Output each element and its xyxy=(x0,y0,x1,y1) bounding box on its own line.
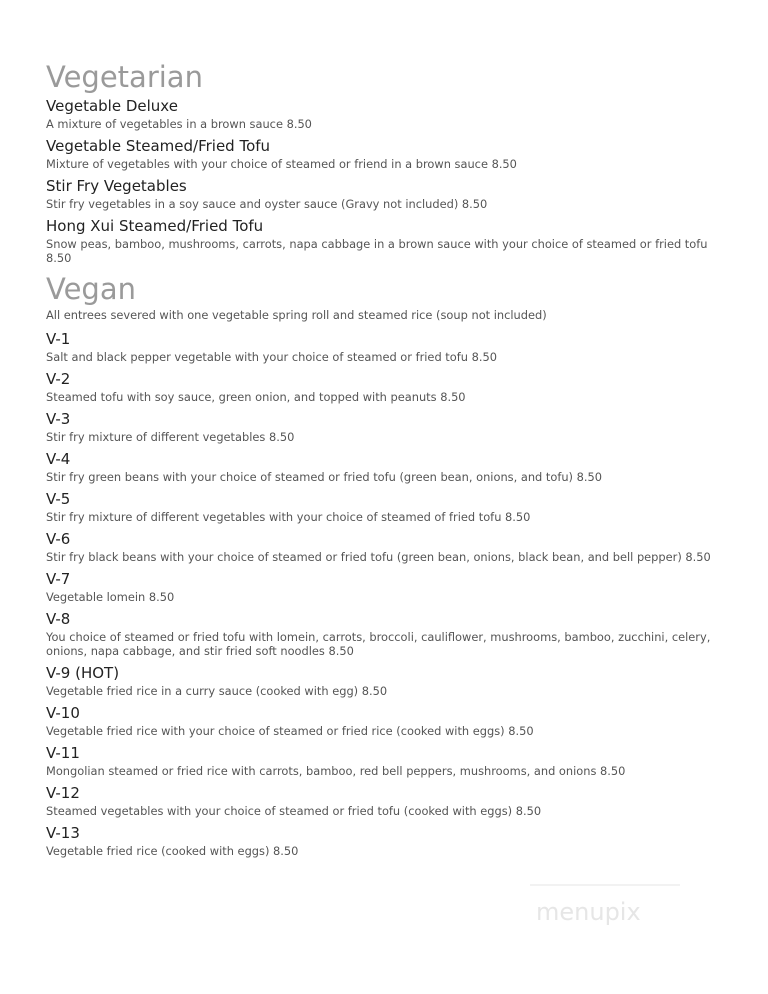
menu-item xyxy=(46,136,726,171)
vegetarian-items xyxy=(46,96,726,265)
menu-item-name: Vegetable Steamed/Fried Tofu xyxy=(46,137,271,155)
menu-item xyxy=(46,449,726,484)
menu-item-description: Vegetable fried rice in a curry sauce (cooked with egg) 8.50 xyxy=(46,684,388,698)
menu-item-description: Stir fry black beans with your choice of steamed or fried tofu (green bean, onions, black bean, and bell pepper) 8.50 xyxy=(46,550,711,564)
menu-item-name: V-13 xyxy=(46,824,80,842)
menu-item-name: Hong Xui Steamed/Fried Tofu xyxy=(46,217,264,235)
menu-item-description: Salt and black pepper vegetable with your choice of steamed or fried tofu 8.50 xyxy=(46,350,497,364)
vegan-section xyxy=(46,270,726,858)
menu-item-description: Vegetable fried rice (cooked with eggs) 8.50 xyxy=(46,844,299,858)
menu-page xyxy=(46,58,726,863)
menu-item-description: A mixture of vegetables in a brown sauce 8.50 xyxy=(46,117,312,131)
menu-item-name: Vegetable Deluxe xyxy=(46,97,178,115)
menu-item-name: V-2 xyxy=(46,370,71,388)
menu-item-description: Stir fry vegetables in a soy sauce and oyster sauce (Gravy not included) 8.50 xyxy=(46,197,488,211)
menu-item-name: V-4 xyxy=(46,450,71,468)
menu-item-description: Mongolian steamed or fried rice with carrots, bamboo, red bell peppers, mushrooms, and onions 8.50 xyxy=(46,764,626,778)
watermark-text: menupix xyxy=(536,898,641,926)
menu-item-description: Stir fry green beans with your choice of steamed or fried tofu (green bean, onions, and tofu) 8.50 xyxy=(46,470,602,484)
menu-item xyxy=(46,703,726,738)
watermark-logo xyxy=(530,880,690,940)
menu-item xyxy=(46,176,726,211)
menu-item-description: Vegetable lomein 8.50 xyxy=(46,590,175,604)
menu-item-name: V-8 xyxy=(46,610,71,628)
menu-item xyxy=(46,743,726,778)
vegetarian-section xyxy=(46,58,726,265)
menu-item xyxy=(46,216,726,265)
vegan-items xyxy=(46,329,726,858)
menu-item-name: V-5 xyxy=(46,490,71,508)
menu-item-description: You choice of steamed or fried tofu with lomein, carrots, broccoli, cauliflower, mushrooms, bamboo, zucchini, celery, onions, napa cabbage, and stir fried soft noodles 8.50 xyxy=(46,630,711,658)
menu-item-name: Stir Fry Vegetables xyxy=(46,177,187,195)
menu-item-description: Snow peas, bamboo, mushrooms, carrots, napa cabbage in a brown sauce with your choice of steamed or fried tofu 8.50 xyxy=(46,237,708,265)
menu-item xyxy=(46,529,726,564)
menu-item-description: Mixture of vegetables with your choice of steamed or friend in a brown sauce 8.50 xyxy=(46,157,517,171)
menu-item-description: Steamed tofu with soy sauce, green onion, and topped with peanuts 8.50 xyxy=(46,390,466,404)
menu-item xyxy=(46,663,726,698)
menu-item xyxy=(46,609,726,658)
menu-item xyxy=(46,823,726,858)
menu-item xyxy=(46,369,726,404)
menu-item-description: Vegetable fried rice with your choice of steamed or fried rice (cooked with eggs) 8.50 xyxy=(46,724,534,738)
section-title-vegan: Vegan xyxy=(46,272,136,306)
menu-item-description: Steamed vegetables with your choice of steamed or fried tofu (cooked with eggs) 8.50 xyxy=(46,804,542,818)
menu-item-name: V-11 xyxy=(46,744,80,762)
vegan-note: All entrees severed with one vegetable spring roll and steamed rice (soup not included) xyxy=(46,308,547,322)
menu-item-description: Stir fry mixture of different vegetables with your choice of steamed of fried tofu 8.50 xyxy=(46,510,531,524)
menu-item xyxy=(46,96,726,131)
menu-item xyxy=(46,329,726,364)
menu-item-name: V-6 xyxy=(46,530,71,548)
menu-item xyxy=(46,783,726,818)
menu-item xyxy=(46,409,726,444)
menu-item-description: Stir fry mixture of different vegetables 8.50 xyxy=(46,430,295,444)
menu-item xyxy=(46,569,726,604)
menu-item-name: V-9 (HOT) xyxy=(46,664,120,682)
section-title-vegetarian: Vegetarian xyxy=(46,60,203,94)
watermark-line xyxy=(530,884,680,886)
menu-item xyxy=(46,489,726,524)
menu-item-name: V-3 xyxy=(46,410,71,428)
menu-item-name: V-1 xyxy=(46,330,71,348)
menu-item-name: V-12 xyxy=(46,784,80,802)
menu-item-name: V-10 xyxy=(46,704,80,722)
menu-item-name: V-7 xyxy=(46,570,71,588)
